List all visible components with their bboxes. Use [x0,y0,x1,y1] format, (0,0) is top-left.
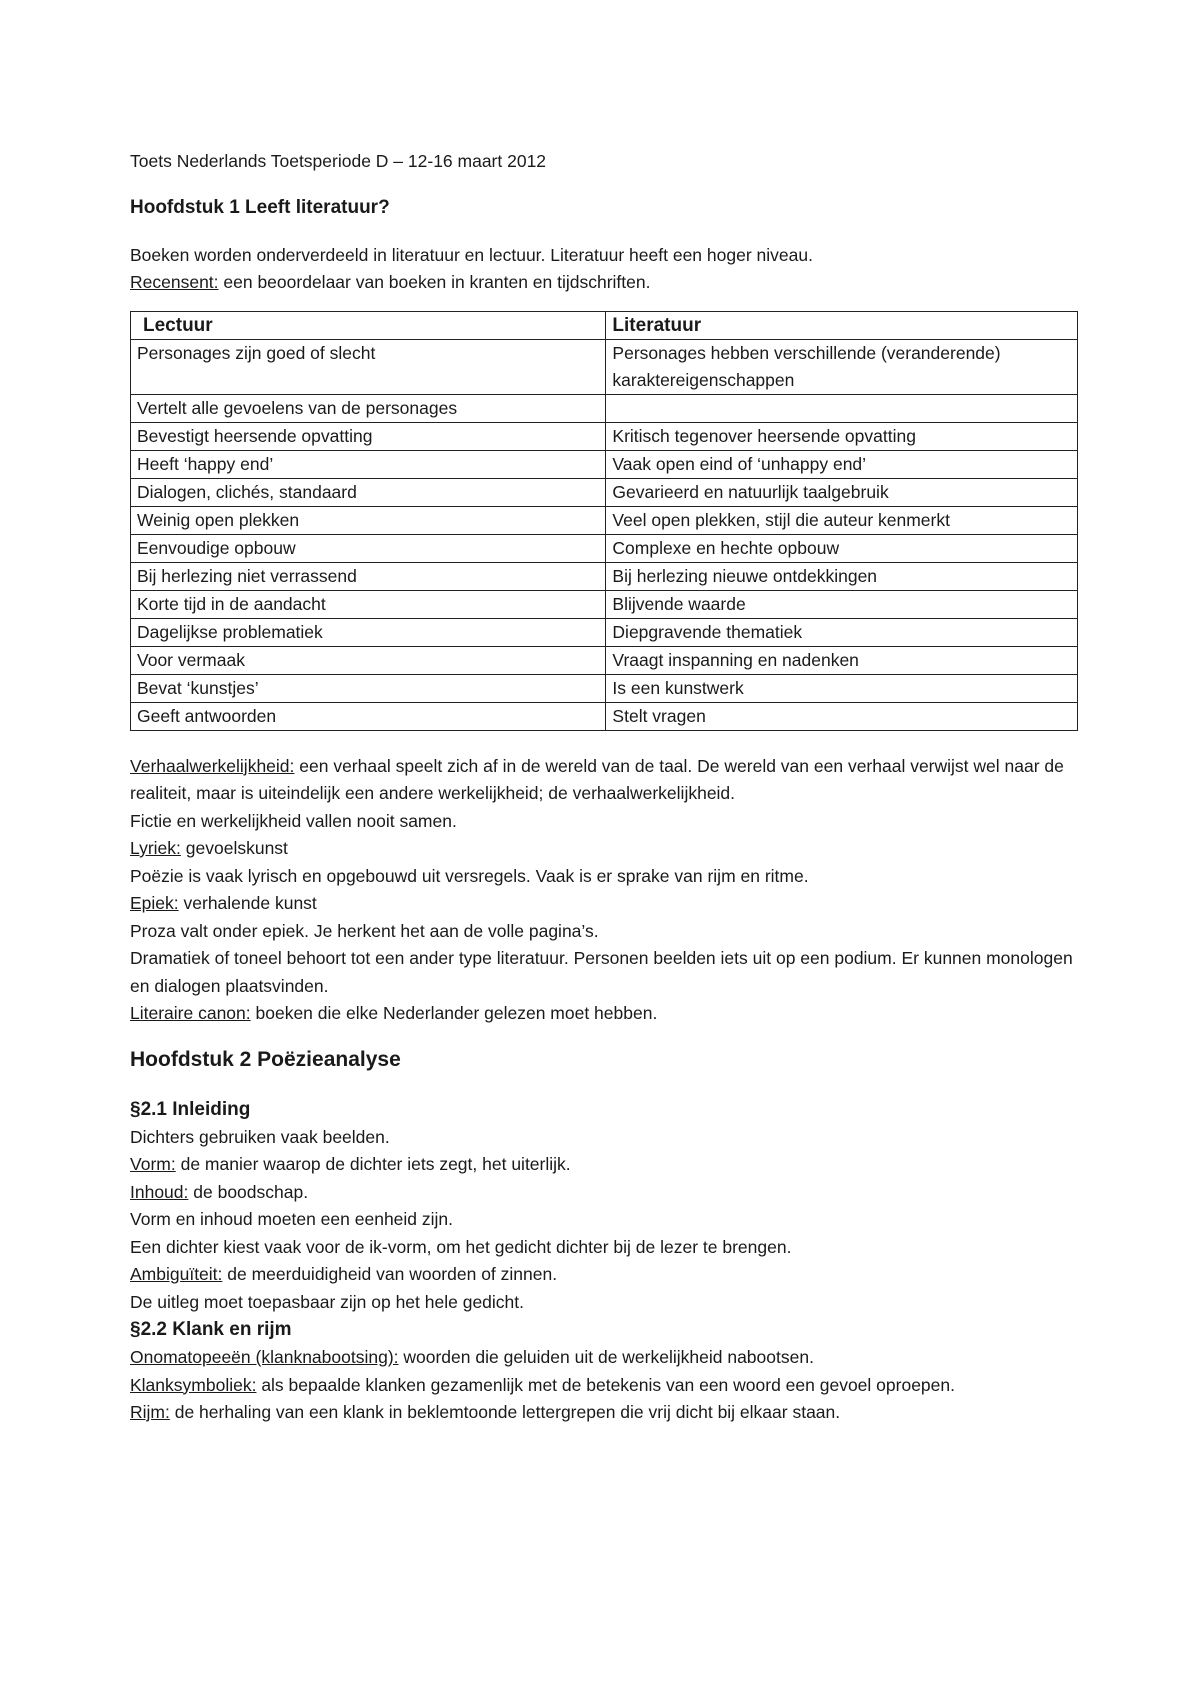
definition-text: gevoelskunst [180,838,288,858]
cell-literatuur: Diepgravende thematiek [606,618,1078,646]
definition-literaire-canon [130,1000,1090,1028]
cell-literatuur: Veel open plekken, stijl die auteur kenmerkt [606,506,1078,534]
paragraph-uitleg: De uitleg moet toepasbaar zijn op het hele gedicht. [130,1291,525,1312]
definition-text: de boodschap. [188,1181,309,1202]
definition-inhoud [130,1179,1090,1207]
cell-lectuur: Bevat ‘kunstjes’ [131,674,606,702]
table-row [131,506,1078,534]
table-row [131,450,1078,478]
cell-literatuur: Is een kunstwerk [606,674,1078,702]
table-row [131,590,1078,618]
definition-lyriek [130,835,1090,863]
paragraph-beelden: Dichters gebruiken vaak beelden. [130,1126,390,1147]
cell-literatuur: Kritisch tegenover heersende opvatting [606,422,1078,450]
definition-verhaalwerkelijkheid [130,753,1090,808]
cell-lectuur: Voor vermaak [131,646,606,674]
paragraph-dramatiek: Dramatiek of toneel behoort tot een ander type literatuur. Personen beelden iets uit op een podium. Er kunnen monologen en dialogen plaatsvinden. [130,948,1073,996]
term-recensent: Recensent: [130,272,219,292]
cell-literatuur [606,394,1078,422]
definition-ambiguiteit [130,1261,1090,1289]
table-header-row [131,311,1078,339]
chapter-2-heading: Hoofdstuk 2 Poëzieanalyse [130,1047,401,1071]
table-row [131,534,1078,562]
definition-klanksymboliek [130,1372,1090,1400]
term-vorm: Vorm: [130,1154,176,1174]
cell-lectuur: Personages zijn goed of slecht [131,339,606,394]
table-row [131,618,1078,646]
paragraph-fictie: Fictie en werkelijkheid vallen nooit samen. [130,810,457,831]
cell-lectuur: Dialogen, clichés, standaard [131,478,606,506]
chapter-1-heading: Hoofdstuk 1 Leeft literatuur? [130,196,390,218]
cell-literatuur: Stelt vragen [606,702,1078,730]
term-ambiguiteit: Ambiguïteit: [130,1264,223,1284]
cell-literatuur: Gevarieerd en natuurlijk taalgebruik [606,478,1078,506]
header-lectuur: Lectuur [131,311,606,339]
definition-text: de meerduidigheid van woorden of zinnen. [222,1264,558,1284]
intro-paragraph: Boeken worden onderverdeeld in literatuur en lectuur. Literatuur heeft een hoger niveau. [130,244,813,265]
cell-lectuur: Eenvoudige opbouw [131,534,606,562]
cell-lectuur: Heeft ‘happy end’ [131,450,606,478]
cell-lectuur: Vertelt alle gevoelens van de personages [131,394,606,422]
definition-onomatopee [130,1344,1090,1372]
definition-text: als bepaalde klanken gezamenlijk met de betekenis van een woord een gevoel oproepen. [256,1374,955,1395]
definition-text: boeken die elke Nederlander gelezen moet hebben. [250,1003,658,1023]
cell-literatuur: Blijvende waarde [606,590,1078,618]
cell-lectuur: Weinig open plekken [131,506,606,534]
term-verhaalwerkelijkheid: Verhaalwerkelijkheid: [130,755,295,776]
table-row [131,339,1078,394]
term-lyriek: Lyriek: [130,838,181,858]
definition-text: woorden die geluiden uit de werkelijkheid nabootsen. [398,1347,814,1367]
document-page [130,148,1090,1427]
definition-text: de manier waarop de dichter iets zegt, het uiterlijk. [175,1154,571,1174]
paragraph-eenheid: Vorm en inhoud moeten een eenheid zijn. [130,1209,454,1229]
definition-epiek [130,890,1090,918]
cell-lectuur: Geeft antwoorden [131,702,606,730]
term-klanksymboliek: Klanksymboliek: [130,1374,257,1395]
paragraph-proza: Proza valt onder epiek. Je herkent het aan de volle pagina’s. [130,920,599,941]
paragraph-poezie: Poëzie is vaak lyrisch en opgebouwd uit versregels. Vaak is er sprake van rijm en ritme. [130,865,809,886]
definition-text: een beoordelaar van boeken in kranten en tijdschriften. [218,272,651,292]
table-row [131,702,1078,730]
table-row [131,478,1078,506]
definition-rijm [130,1399,1090,1427]
term-literaire-canon: Literaire canon: [130,1003,251,1023]
section-2-2-heading: §2.2 Klank en rijm [130,1319,292,1340]
term-onomatopee: Onomatopeeën (klanknabootsing): [130,1347,399,1367]
term-epiek: Epiek: [130,893,179,913]
table-row [131,562,1078,590]
term-inhoud: Inhoud: [130,1181,189,1202]
paragraph-ik-vorm: Een dichter kiest vaak voor de ik-vorm, om het gedicht dichter bij de lezer te brengen. [130,1236,792,1257]
section-2-1-heading: §2.1 Inleiding [130,1098,251,1120]
cell-literatuur: Complexe en hechte opbouw [606,534,1078,562]
definition-vorm [130,1151,1090,1179]
chapter-1-notes [130,753,1090,1028]
comparison-table [130,311,1078,731]
definition-text: de herhaling van een klank in beklemtoonde lettergrepen die vrij dicht bij elkaar staan. [169,1402,841,1422]
definition-recensent [130,269,1090,297]
table-row [131,422,1078,450]
cell-literatuur: Vraagt inspanning en nadenken [606,646,1078,674]
term-rijm: Rijm: [130,1402,170,1422]
cell-lectuur: Dagelijkse problematiek [131,618,606,646]
cell-literatuur: Personages hebben verschillende (veranderende) karaktereigenschappen [606,339,1078,394]
cell-lectuur: Korte tijd in de aandacht [131,590,606,618]
header-literatuur: Literatuur [606,311,1078,339]
table-row [131,646,1078,674]
cell-literatuur: Bij herlezing nieuwe ontdekkingen [606,562,1078,590]
definition-text: verhalende kunst [178,893,317,913]
definition-text: een verhaal speelt zich af in de wereld van de taal. De wereld van een verhaal verwijst wel naar de realiteit, maar is uiteindelijk een andere werkelijkheid; de verhaalwerkelijkheid. [130,755,1064,803]
table-row [131,394,1078,422]
document-title: Toets Nederlands Toetsperiode D – 12-16 maart 2012 [130,151,547,171]
table-row [131,674,1078,702]
cell-lectuur: Bij herlezing niet verrassend [131,562,606,590]
cell-lectuur: Bevestigt heersende opvatting [131,422,606,450]
cell-literatuur: Vaak open eind of ‘unhappy end’ [606,450,1078,478]
